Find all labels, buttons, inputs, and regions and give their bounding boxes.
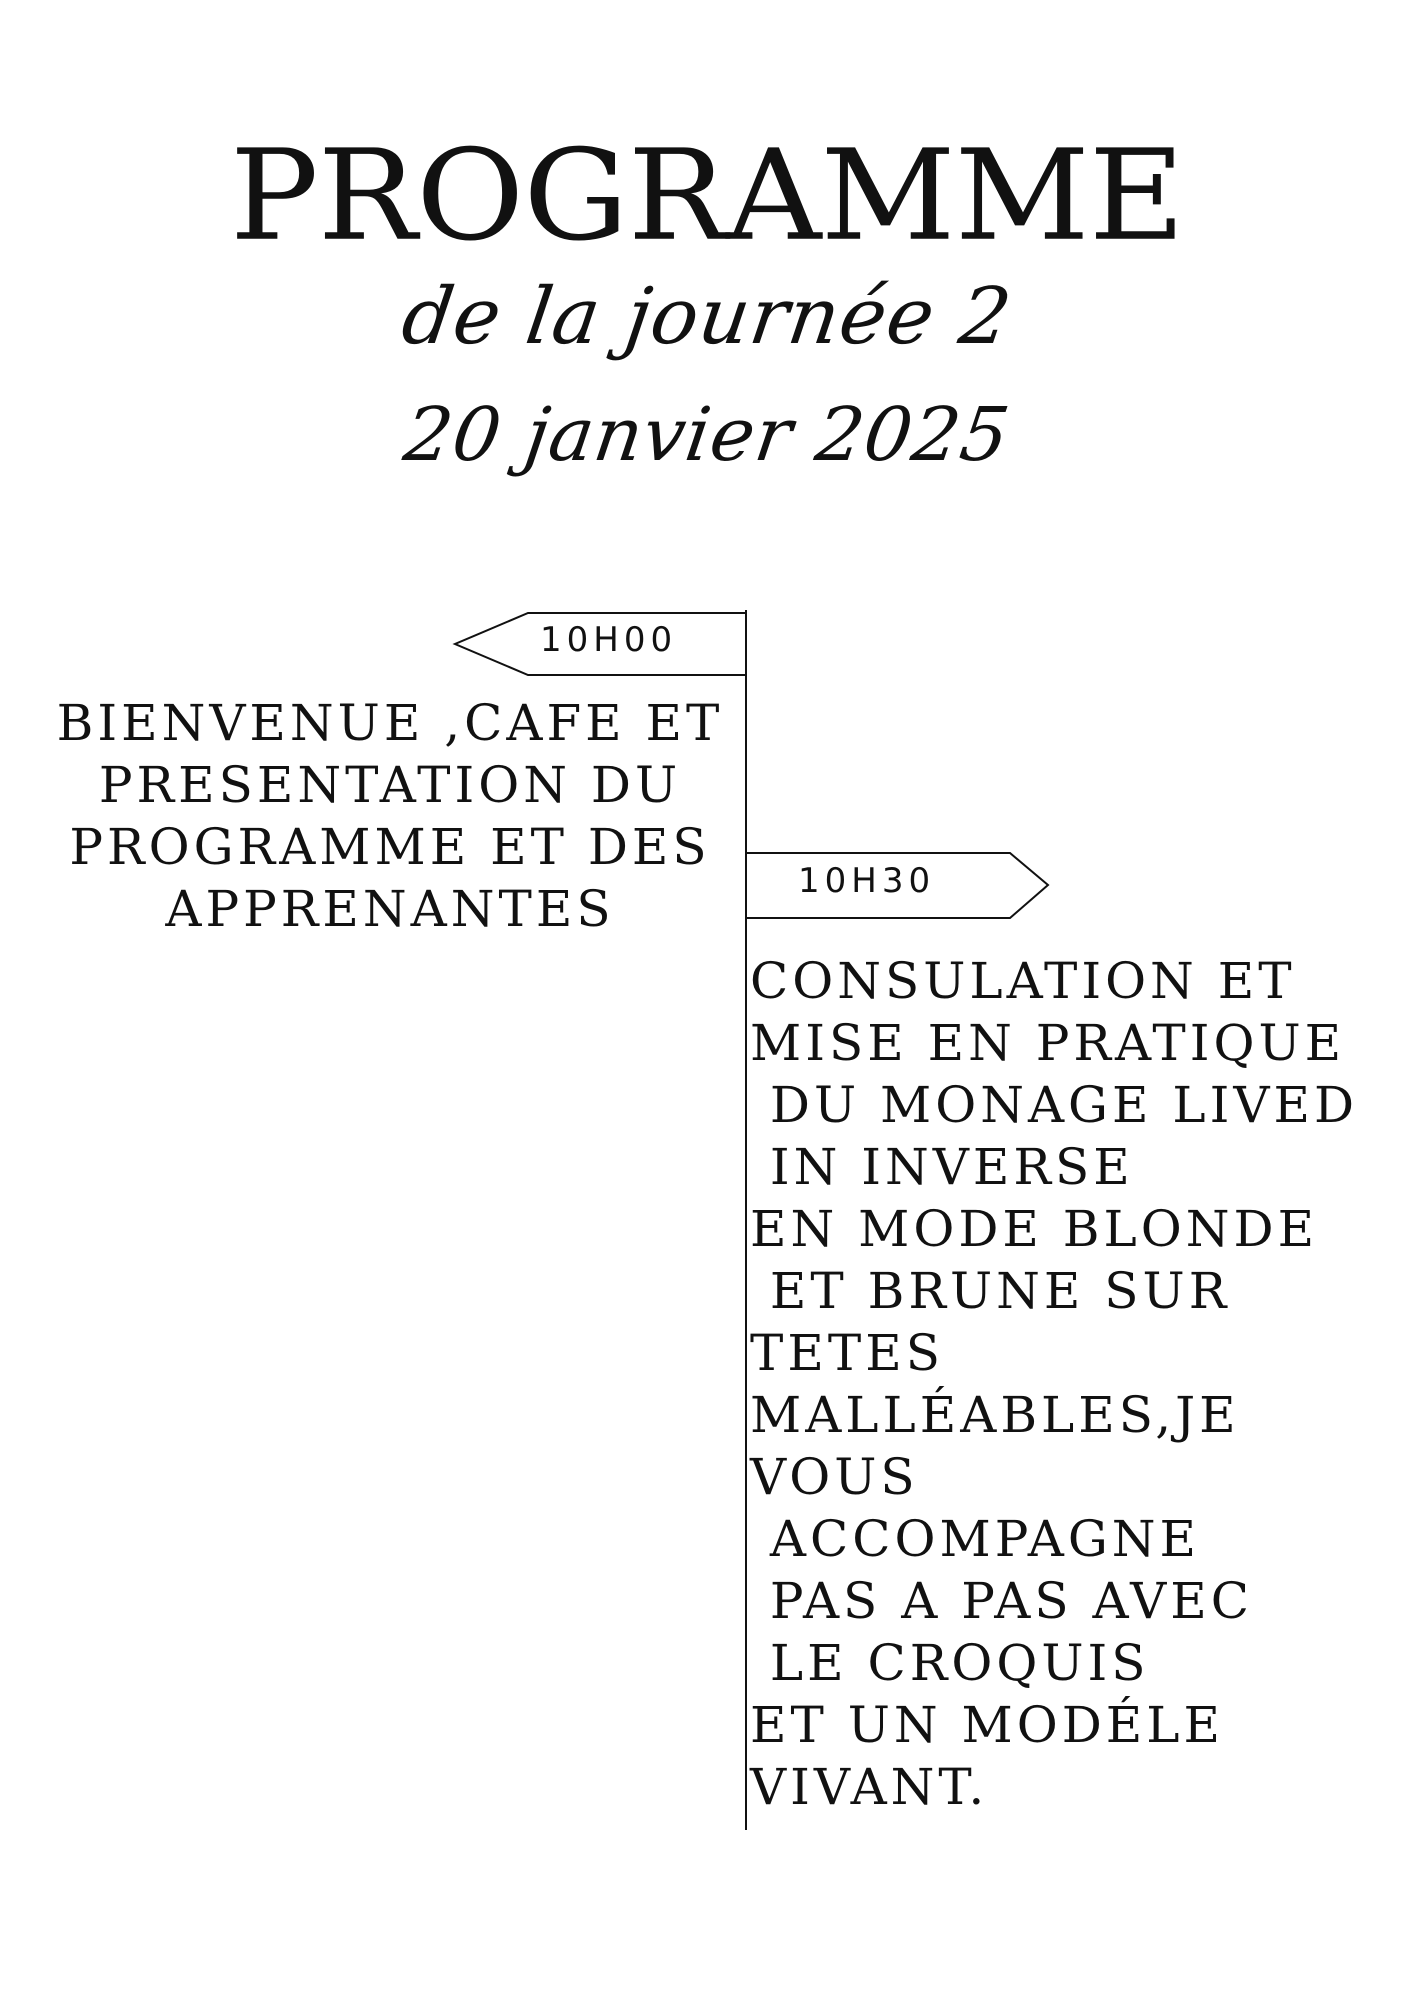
event-date: 20 janvier 2025 [399, 392, 1015, 478]
schedule-line: APPRENANTES [165, 880, 615, 938]
schedule-line: MISE EN PRATIQUE [750, 1014, 1346, 1072]
schedule-line: LE CROQUIS [750, 1634, 1150, 1692]
schedule-line: CONSULATION ET [750, 952, 1296, 1010]
page-subtitle: de la journée 2 [396, 272, 1018, 362]
schedule-line: MALLÉABLES,JE [750, 1386, 1240, 1444]
schedule-line: ACCOMPAGNE [750, 1510, 1201, 1568]
schedule-line: DU MONAGE LIVED [750, 1076, 1359, 1134]
time-label-1030: 10H30 [798, 861, 936, 901]
schedule-line: BIENVENUE ,CAFE ET [56, 694, 724, 752]
time-label-1000: 10H00 [540, 620, 678, 660]
page-title: PROGRAMME [229, 122, 1185, 270]
schedule-line: VIVANT. [750, 1758, 989, 1816]
schedule-line: PRESENTATION DU [98, 756, 682, 814]
schedule-line: IN INVERSE [750, 1138, 1134, 1196]
schedule-line: ET BRUNE SUR [750, 1262, 1231, 1320]
schedule-item-practice [750, 950, 1390, 1818]
schedule-line: TETES [750, 1324, 944, 1382]
schedule-line: PROGRAMME ET DES [69, 818, 711, 876]
schedule-line: EN MODE BLONDE [750, 1200, 1319, 1258]
schedule-item-welcome [40, 692, 740, 940]
schedule-line: PAS A PAS AVEC [750, 1572, 1253, 1630]
schedule-line: VOUS [750, 1448, 919, 1506]
schedule-line: ET UN MODÉLE [750, 1696, 1225, 1754]
